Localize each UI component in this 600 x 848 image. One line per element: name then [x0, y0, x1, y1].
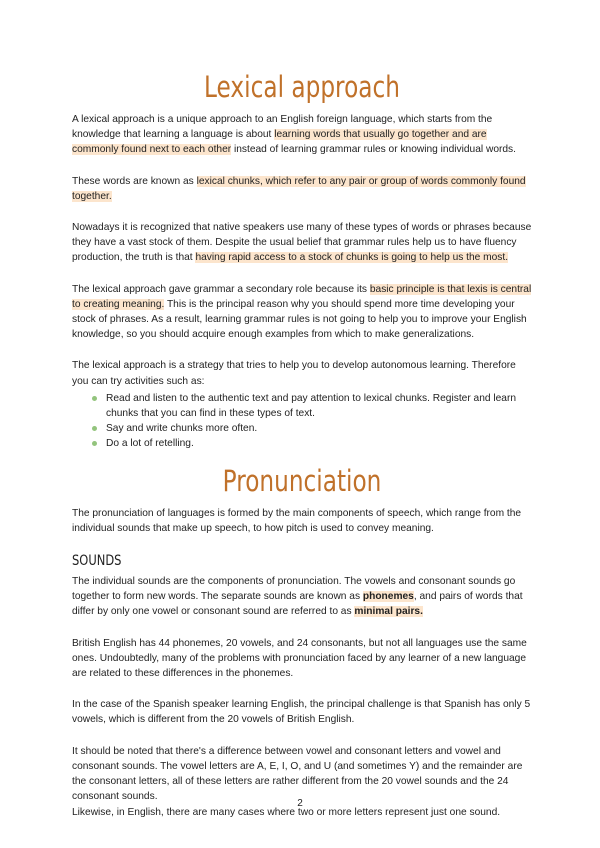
- paragraph: [72, 220, 532, 266]
- paragraph: [72, 282, 532, 343]
- section-title-pronunciation: Pronunciation: [222, 463, 382, 498]
- paragraph: The pronunciation of languages is formed by the main components of speech, which range from the individual sounds that make up speech, to how pitch is used to convey meaning.: [72, 507, 522, 534]
- text-run: Nowadays it is recognized that native speakers use many of these types of words or phrases because they have a vast stock of them. Despite the usual belief that grammar rules help us to have fluency production, the truth is that: [72, 222, 532, 264]
- list-item: Say and write chunks more often.: [92, 421, 532, 436]
- paragraph: [72, 174, 532, 204]
- subheading-sounds: SOUNDS: [72, 553, 122, 570]
- text-run: These words are known as: [72, 175, 197, 187]
- list-item: Do a lot of retelling.: [92, 436, 532, 451]
- text-run: This is the principal reason why you should spend more time developing your stock of phrases. As a result, learning grammar rules is not going to help you to improve your English knowledge, so you should acquire enough examples from which to make generalizations.: [72, 298, 527, 341]
- text-run: A lexical approach is a unique approach to an English foreign language, which starts from the knowledge that learning a language is about: [72, 114, 493, 141]
- page-number: 2: [297, 798, 303, 809]
- highlighted-text: basic principle is that lexis is central to creating meaning.: [72, 283, 532, 310]
- text-run: The individual sounds are the components of pronunciation. The vowels and consonant sounds go together to form new words. The separate sounds are known as: [72, 576, 516, 603]
- text-run: instead of learning grammar rules or knowing individual words.: [231, 144, 516, 156]
- paragraph: Likewise, in English, there are many cases where two or more letters represent just one sound.: [72, 806, 501, 818]
- paragraph: In the case of the Spanish speaker learning English, the principal challenge is that Spanish has only 5 vowels, which is different from the 20 vowels of British English.: [72, 699, 531, 726]
- highlighted-text: lexical chunks, which refer to any pair or group of words commonly found together.: [72, 175, 526, 202]
- text-run: The lexical approach gave grammar a secondary role because its: [72, 283, 370, 295]
- page-content: [72, 68, 532, 836]
- list-item: Read and listen to the authentic text and pay attention to lexical chunks. Register and learn chunks that you can find in these types of text.: [92, 391, 532, 421]
- activity-list: [72, 391, 532, 452]
- highlighted-term: minimal pairs.: [354, 606, 423, 618]
- paragraph: [72, 112, 532, 158]
- highlighted-text: learning words that usually go together and are commonly found next to each other: [72, 129, 487, 156]
- highlighted-term: phonemes: [362, 591, 414, 603]
- paragraph: The lexical approach is a strategy that tries to help you to develop autonomous learning. Therefore you can try activities such as:: [72, 360, 516, 387]
- section-title-lexical-approach: Lexical approach: [204, 70, 400, 104]
- text-run: , and pairs of words that differ by only one vowel or consonant sound are referred to as: [72, 591, 523, 618]
- paragraph: British English has 44 phonemes, 20 vowels, and 24 consonants, but not all languages use the same ones. Undoubtedly, many of the problems with pronunciation faced by any learner of a new language are related to these differences in the phonemes.: [72, 637, 527, 680]
- highlighted-text: having rapid access to a stock of chunks is going to help us the most.: [195, 252, 509, 264]
- paragraph: [72, 574, 532, 620]
- paragraph: It should be noted that there's a difference between vowel and consonant letters and vowel and consonant sounds. The vowel letters are A, E, I, O, and U (and sometimes Y) and the remainder are the consonant letters, all of these letters are rather different from the 20 vowel sounds and the 24 consonant sounds.: [72, 745, 523, 803]
